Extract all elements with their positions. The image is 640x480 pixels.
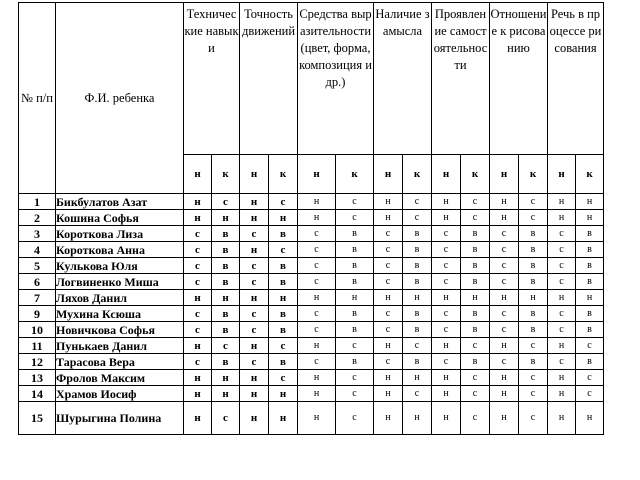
score-cell: н — [548, 402, 576, 435]
table-row — [19, 306, 604, 322]
score-cell: в — [461, 354, 490, 370]
score-cell: с — [519, 370, 548, 386]
score-cell: с — [432, 258, 461, 274]
score-cell: с — [461, 386, 490, 402]
score-cell: в — [403, 322, 432, 338]
score-cell: с — [184, 226, 212, 242]
row-number: 10 — [19, 322, 56, 338]
score-cell: с — [212, 194, 240, 210]
score-cell: н — [461, 290, 490, 306]
score-cell: н — [548, 290, 576, 306]
header-category — [184, 3, 240, 155]
score-cell: н — [432, 338, 461, 354]
score-cell: с — [336, 386, 374, 402]
score-cell: н — [240, 370, 269, 386]
score-cell: в — [403, 242, 432, 258]
score-cell: с — [490, 306, 519, 322]
score-cell: н — [490, 210, 519, 226]
subheader-cell: н — [490, 155, 519, 194]
child-name: Мухина Ксюша — [56, 306, 184, 322]
score-cell: с — [519, 402, 548, 435]
child-name: Шурыгина Полина — [56, 402, 184, 435]
score-cell: с — [269, 242, 298, 258]
score-cell: в — [212, 226, 240, 242]
score-cell: с — [298, 226, 336, 242]
header-category-label: Точность движений — [241, 7, 296, 38]
child-name: Короткова Лиза — [56, 226, 184, 242]
score-cell: н — [432, 290, 461, 306]
score-cell: с — [298, 274, 336, 290]
score-cell: с — [240, 226, 269, 242]
score-cell: н — [374, 338, 403, 354]
score-cell: н — [298, 386, 336, 402]
score-cell: в — [461, 274, 490, 290]
score-cell: н — [576, 402, 604, 435]
score-cell: с — [240, 306, 269, 322]
score-cell: в — [519, 274, 548, 290]
score-cell: с — [432, 322, 461, 338]
score-cell: в — [519, 258, 548, 274]
score-cell: н — [336, 290, 374, 306]
row-number: 13 — [19, 370, 56, 386]
score-cell: с — [576, 338, 604, 354]
score-cell: н — [432, 386, 461, 402]
score-cell: н — [374, 386, 403, 402]
score-cell: с — [576, 370, 604, 386]
score-cell: с — [374, 306, 403, 322]
score-cell: н — [184, 402, 212, 435]
score-cell: н — [490, 402, 519, 435]
score-cell: с — [269, 370, 298, 386]
score-cell: в — [576, 258, 604, 274]
score-cell: с — [548, 306, 576, 322]
score-cell: с — [298, 258, 336, 274]
score-cell: н — [374, 370, 403, 386]
score-cell: н — [519, 290, 548, 306]
score-cell: в — [269, 354, 298, 370]
score-cell: с — [548, 242, 576, 258]
score-cell: н — [212, 290, 240, 306]
score-cell: с — [184, 322, 212, 338]
score-cell: н — [298, 290, 336, 306]
score-cell: н — [548, 386, 576, 402]
score-cell: с — [548, 274, 576, 290]
score-cell: н — [432, 210, 461, 226]
row-number: 4 — [19, 242, 56, 258]
score-cell: в — [269, 306, 298, 322]
score-cell: с — [461, 210, 490, 226]
score-cell: в — [519, 242, 548, 258]
table-row — [19, 354, 604, 370]
score-cell: н — [240, 290, 269, 306]
score-cell: в — [403, 274, 432, 290]
score-cell: с — [519, 338, 548, 354]
score-cell: в — [519, 322, 548, 338]
subheader-cell: к — [403, 155, 432, 194]
score-cell: с — [403, 194, 432, 210]
child-name: Бикбулатов Азат — [56, 194, 184, 210]
score-cell: н — [298, 210, 336, 226]
score-cell: в — [576, 274, 604, 290]
score-cell: н — [432, 370, 461, 386]
table-row — [19, 322, 604, 338]
score-cell: н — [269, 386, 298, 402]
child-name: Короткова Анна — [56, 242, 184, 258]
score-cell: с — [336, 194, 374, 210]
row-number: 5 — [19, 258, 56, 274]
score-cell: н — [576, 194, 604, 210]
score-cell: с — [519, 194, 548, 210]
subheader-cell: н — [374, 155, 403, 194]
score-cell: н — [240, 210, 269, 226]
score-cell: н — [374, 290, 403, 306]
table-row — [19, 386, 604, 402]
score-cell: н — [548, 210, 576, 226]
score-cell: с — [374, 322, 403, 338]
score-cell: с — [240, 258, 269, 274]
table-row — [19, 290, 604, 306]
score-cell: в — [336, 226, 374, 242]
score-cell: н — [269, 210, 298, 226]
score-cell: н — [240, 338, 269, 354]
table-row — [19, 258, 604, 274]
score-cell: в — [461, 242, 490, 258]
score-cell: в — [576, 242, 604, 258]
score-cell: в — [336, 274, 374, 290]
score-cell: с — [519, 210, 548, 226]
score-cell: н — [240, 194, 269, 210]
subheader-cell: н — [298, 155, 336, 194]
score-cell: в — [269, 274, 298, 290]
score-cell: в — [403, 306, 432, 322]
score-cell: в — [403, 226, 432, 242]
score-cell: н — [432, 194, 461, 210]
score-cell: н — [490, 290, 519, 306]
score-cell: с — [184, 274, 212, 290]
score-cell: с — [240, 274, 269, 290]
score-cell: в — [212, 242, 240, 258]
score-cell: с — [298, 354, 336, 370]
header-category — [240, 3, 298, 155]
child-name: Новичкова Софья — [56, 322, 184, 338]
subheader-cell: н — [184, 155, 212, 194]
score-cell: с — [490, 354, 519, 370]
score-cell: с — [298, 242, 336, 258]
score-cell: н — [269, 290, 298, 306]
score-cell: с — [298, 306, 336, 322]
score-cell: в — [461, 226, 490, 242]
score-cell: с — [212, 338, 240, 354]
score-cell: в — [212, 322, 240, 338]
row-number: 1 — [19, 194, 56, 210]
score-cell: с — [184, 242, 212, 258]
header-child-name: Ф.И. ребенка — [56, 3, 184, 194]
subheader-cell: к — [212, 155, 240, 194]
child-name: Кошина Софья — [56, 210, 184, 226]
header-category-label: Наличие замысла — [375, 7, 430, 38]
score-cell: с — [374, 242, 403, 258]
row-number: 3 — [19, 226, 56, 242]
child-name: Ляхов Данил — [56, 290, 184, 306]
score-cell: н — [212, 370, 240, 386]
score-cell: в — [336, 322, 374, 338]
score-cell: н — [548, 338, 576, 354]
score-cell: н — [298, 194, 336, 210]
child-name: Тарасова Вера — [56, 354, 184, 370]
score-cell: н — [403, 370, 432, 386]
header-category-label: Проявление самостоятельности — [433, 7, 488, 72]
row-number: 11 — [19, 338, 56, 354]
score-cell: с — [461, 194, 490, 210]
score-cell: с — [240, 354, 269, 370]
score-cell: н — [490, 386, 519, 402]
score-cell: в — [576, 354, 604, 370]
score-cell: с — [336, 210, 374, 226]
assessment-table — [18, 2, 604, 435]
score-cell: с — [548, 226, 576, 242]
score-cell: н — [490, 338, 519, 354]
table-row — [19, 338, 604, 354]
header-row — [19, 3, 604, 155]
score-cell: н — [212, 386, 240, 402]
score-cell: в — [336, 242, 374, 258]
score-cell: с — [336, 402, 374, 435]
score-cell: с — [336, 338, 374, 354]
table-row — [19, 194, 604, 210]
row-number: 15 — [19, 402, 56, 435]
score-cell: н — [403, 402, 432, 435]
header-category — [432, 3, 490, 155]
child-name: Логвиненко Миша — [56, 274, 184, 290]
score-cell: в — [336, 354, 374, 370]
score-cell: с — [490, 258, 519, 274]
score-cell: с — [432, 354, 461, 370]
table-row — [19, 210, 604, 226]
score-cell: в — [212, 258, 240, 274]
score-cell: н — [240, 386, 269, 402]
header-number: № п/п — [19, 3, 56, 194]
score-cell: с — [490, 226, 519, 242]
score-cell: в — [212, 274, 240, 290]
score-cell: н — [184, 386, 212, 402]
table-row — [19, 226, 604, 242]
score-cell: в — [212, 354, 240, 370]
score-cell: с — [298, 322, 336, 338]
score-cell: н — [576, 210, 604, 226]
score-cell: с — [461, 402, 490, 435]
score-cell: в — [336, 306, 374, 322]
header-category-label: Технические навыки — [184, 7, 239, 55]
subheader-cell: к — [519, 155, 548, 194]
score-cell: в — [461, 306, 490, 322]
score-cell: в — [336, 258, 374, 274]
score-cell: н — [374, 402, 403, 435]
row-number: 7 — [19, 290, 56, 306]
score-cell: н — [184, 210, 212, 226]
score-cell: с — [212, 402, 240, 435]
score-cell: с — [490, 274, 519, 290]
subheader-cell: к — [576, 155, 604, 194]
score-cell: с — [269, 194, 298, 210]
subheader-cell: н — [548, 155, 576, 194]
score-cell: в — [576, 322, 604, 338]
score-cell: с — [490, 242, 519, 258]
subheader-cell: к — [269, 155, 298, 194]
header-category — [490, 3, 548, 155]
score-cell: н — [298, 402, 336, 435]
child-name: Кулькова Юля — [56, 258, 184, 274]
score-cell: н — [374, 194, 403, 210]
table-row — [19, 402, 604, 435]
header-category-label: Речь в процессе рисования — [549, 7, 602, 55]
score-cell: с — [461, 338, 490, 354]
row-number: 12 — [19, 354, 56, 370]
header-category — [548, 3, 604, 155]
score-cell: с — [403, 338, 432, 354]
child-name: Пунькаев Данил — [56, 338, 184, 354]
score-cell: с — [374, 274, 403, 290]
score-cell: с — [519, 386, 548, 402]
score-cell: с — [432, 226, 461, 242]
score-cell: с — [374, 226, 403, 242]
header-category — [298, 3, 374, 155]
score-cell: н — [490, 194, 519, 210]
score-cell: в — [519, 306, 548, 322]
score-cell: с — [184, 258, 212, 274]
score-cell: н — [269, 402, 298, 435]
score-cell: с — [548, 354, 576, 370]
score-cell: н — [184, 338, 212, 354]
child-name: Фролов Максим — [56, 370, 184, 386]
score-cell: в — [269, 258, 298, 274]
score-cell: с — [490, 322, 519, 338]
score-cell: с — [432, 242, 461, 258]
score-cell: в — [212, 306, 240, 322]
score-cell: в — [269, 322, 298, 338]
score-cell: с — [432, 306, 461, 322]
child-name: Храмов Иосиф — [56, 386, 184, 402]
score-cell: с — [403, 210, 432, 226]
score-cell: н — [374, 210, 403, 226]
score-cell: н — [184, 290, 212, 306]
table-row — [19, 370, 604, 386]
score-cell: с — [432, 274, 461, 290]
score-cell: н — [490, 370, 519, 386]
score-cell: с — [240, 322, 269, 338]
score-cell: в — [403, 354, 432, 370]
score-cell: в — [576, 226, 604, 242]
score-cell: в — [269, 226, 298, 242]
score-cell: с — [336, 370, 374, 386]
score-cell: с — [403, 386, 432, 402]
score-cell: н — [184, 370, 212, 386]
score-cell: н — [298, 370, 336, 386]
score-cell: в — [403, 258, 432, 274]
row-number: 14 — [19, 386, 56, 402]
score-cell: н — [184, 194, 212, 210]
subheader-cell: к — [336, 155, 374, 194]
score-cell: с — [548, 322, 576, 338]
score-cell: в — [461, 258, 490, 274]
score-cell: н — [403, 290, 432, 306]
score-cell: н — [548, 194, 576, 210]
subheader-cell: н — [240, 155, 269, 194]
score-cell: н — [576, 290, 604, 306]
score-cell: с — [374, 258, 403, 274]
score-cell: н — [432, 402, 461, 435]
score-cell: с — [548, 258, 576, 274]
score-cell: в — [576, 306, 604, 322]
header-category — [374, 3, 432, 155]
score-cell: н — [298, 338, 336, 354]
header-category-label: Отношение к рисованию — [490, 7, 547, 55]
score-cell: в — [519, 226, 548, 242]
table-row — [19, 242, 604, 258]
score-cell: с — [184, 354, 212, 370]
score-cell: с — [576, 386, 604, 402]
score-cell: н — [240, 402, 269, 435]
row-number: 6 — [19, 274, 56, 290]
table-body — [19, 194, 604, 435]
header-category-label: Средства выразительности (цвет, форма, композиция и др.) — [299, 7, 372, 89]
score-cell: в — [461, 322, 490, 338]
row-number: 9 — [19, 306, 56, 322]
subheader-cell: н — [432, 155, 461, 194]
score-cell: с — [184, 306, 212, 322]
score-cell: с — [461, 370, 490, 386]
score-cell: н — [240, 242, 269, 258]
table-row — [19, 274, 604, 290]
score-cell: н — [548, 370, 576, 386]
score-cell: с — [374, 354, 403, 370]
score-cell: н — [212, 210, 240, 226]
row-number: 2 — [19, 210, 56, 226]
score-cell: с — [269, 338, 298, 354]
subheader-cell: к — [461, 155, 490, 194]
score-cell: в — [519, 354, 548, 370]
